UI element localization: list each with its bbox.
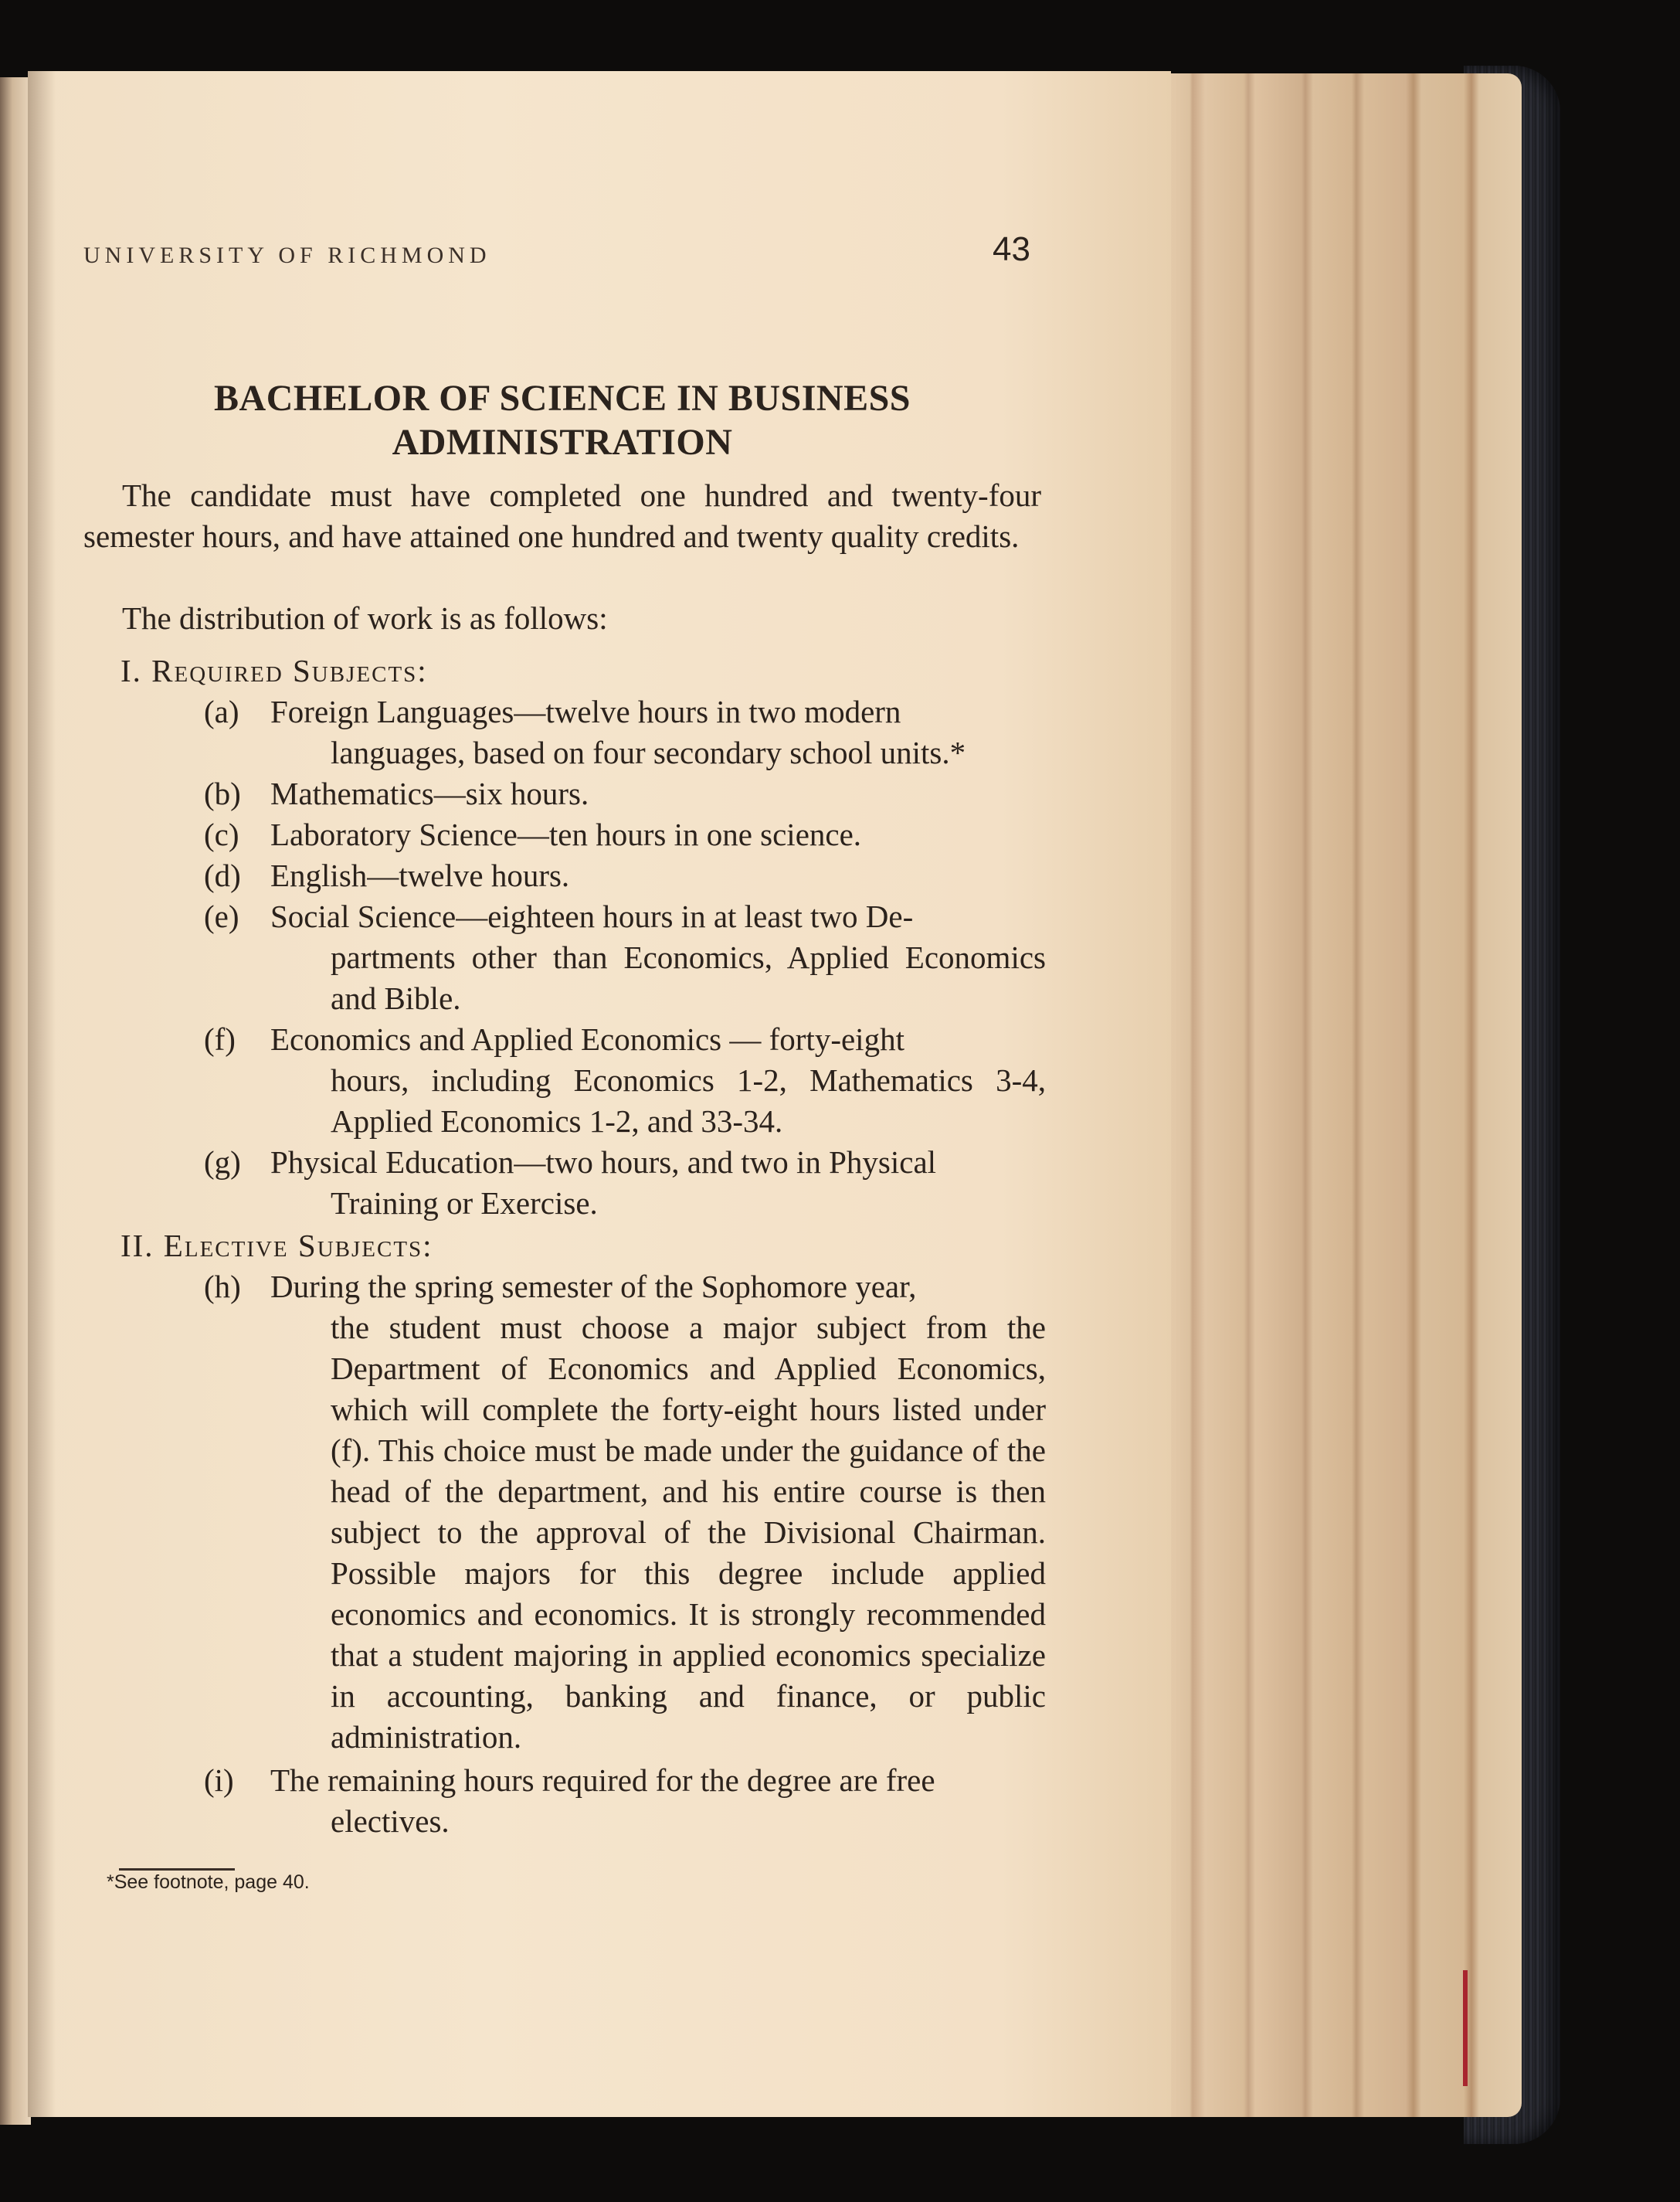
running-head: UNIVERSITY OF RICHMOND — [83, 243, 491, 268]
item-text: The remaining hours required for the degree are free — [270, 1762, 935, 1798]
item-label: (f) — [204, 1021, 236, 1057]
item-label: (c) — [204, 817, 239, 852]
item-label: (g) — [204, 1144, 241, 1180]
item-text: English—twelve hours. — [270, 858, 570, 893]
required-item-d — [204, 855, 1046, 896]
required-item-e — [204, 896, 1046, 1019]
item-continuation: the student must choose a major subject from the Department of Economics and Applied Economics, which will complete the forty-eight hours listed under (f). This choice must be made under the guidance of the head of the department, and his entire course is then subject to the approval of the Divisional Chairman. Possible majors for this degree include applied economics and economics. It is strongly recommended that a student majoring in applied economics specialize in accounting, banking and finance, or public administration. — [331, 1310, 1046, 1755]
item-label: (b) — [204, 776, 241, 811]
elective-item-h — [204, 1266, 1046, 1758]
section-required-heading: I. Required Subjects: — [120, 653, 428, 688]
item-label: (e) — [204, 899, 239, 934]
intro-paragraph: The candidate must have completed one hundred and twenty-four semester hours, and have attained one hundred and twenty quality credits. — [83, 477, 1041, 554]
item-continuation: electives. — [331, 1803, 450, 1839]
page-title — [83, 376, 1041, 464]
elective-item-i — [204, 1760, 1046, 1842]
item-text: Foreign Languages—twelve hours in two modern — [270, 694, 901, 729]
gutter-shadow — [28, 71, 56, 2117]
title-line-1: BACHELOR OF SCIENCE IN BUSINESS — [214, 378, 911, 419]
required-item-c — [204, 814, 1046, 855]
page-stack-edge — [1159, 73, 1522, 2117]
item-continuation: languages, based on four secondary school units.* — [331, 735, 966, 770]
item-text: Laboratory Science—ten hours in one science. — [270, 817, 862, 852]
required-item-a — [204, 692, 1046, 773]
title-line-2: ADMINISTRATION — [392, 422, 733, 463]
item-continuation: partments other than Economics, Applied Economics and Bible. — [331, 940, 1046, 1016]
item-label: (h) — [204, 1269, 241, 1304]
item-continuation: hours, including Economics 1-2, Mathematics 3-4, Applied Economics 1-2, and 33-34. — [331, 1062, 1046, 1139]
item-label: (i) — [204, 1762, 234, 1798]
item-text: During the spring semester of the Sophomore year, — [270, 1269, 917, 1304]
item-label: (d) — [204, 858, 241, 893]
item-text: Physical Education—two hours, and two in Physical — [270, 1144, 937, 1180]
page-number: 43 — [993, 230, 1030, 268]
distribution-paragraph: The distribution of work is as follows: — [122, 600, 608, 636]
required-item-f — [204, 1019, 1046, 1142]
required-item-g — [204, 1142, 1046, 1224]
bookmark-edge — [1463, 1970, 1468, 2086]
item-continuation: Training or Exercise. — [331, 1185, 598, 1221]
item-label: (a) — [204, 694, 239, 729]
book-page — [28, 71, 1171, 2117]
section-elective-heading: II. Elective Subjects: — [120, 1228, 433, 1263]
footnote: *See footnote, page 40. — [107, 1871, 310, 1893]
item-text: Social Science—eighteen hours in at least two De- — [270, 899, 914, 934]
left-page-edge — [0, 77, 31, 2125]
footnote-rule — [119, 1868, 235, 1871]
item-text: Mathematics—six hours. — [270, 776, 589, 811]
item-text: Economics and Applied Economics — forty-eight — [270, 1021, 904, 1057]
required-item-b — [204, 773, 1046, 814]
